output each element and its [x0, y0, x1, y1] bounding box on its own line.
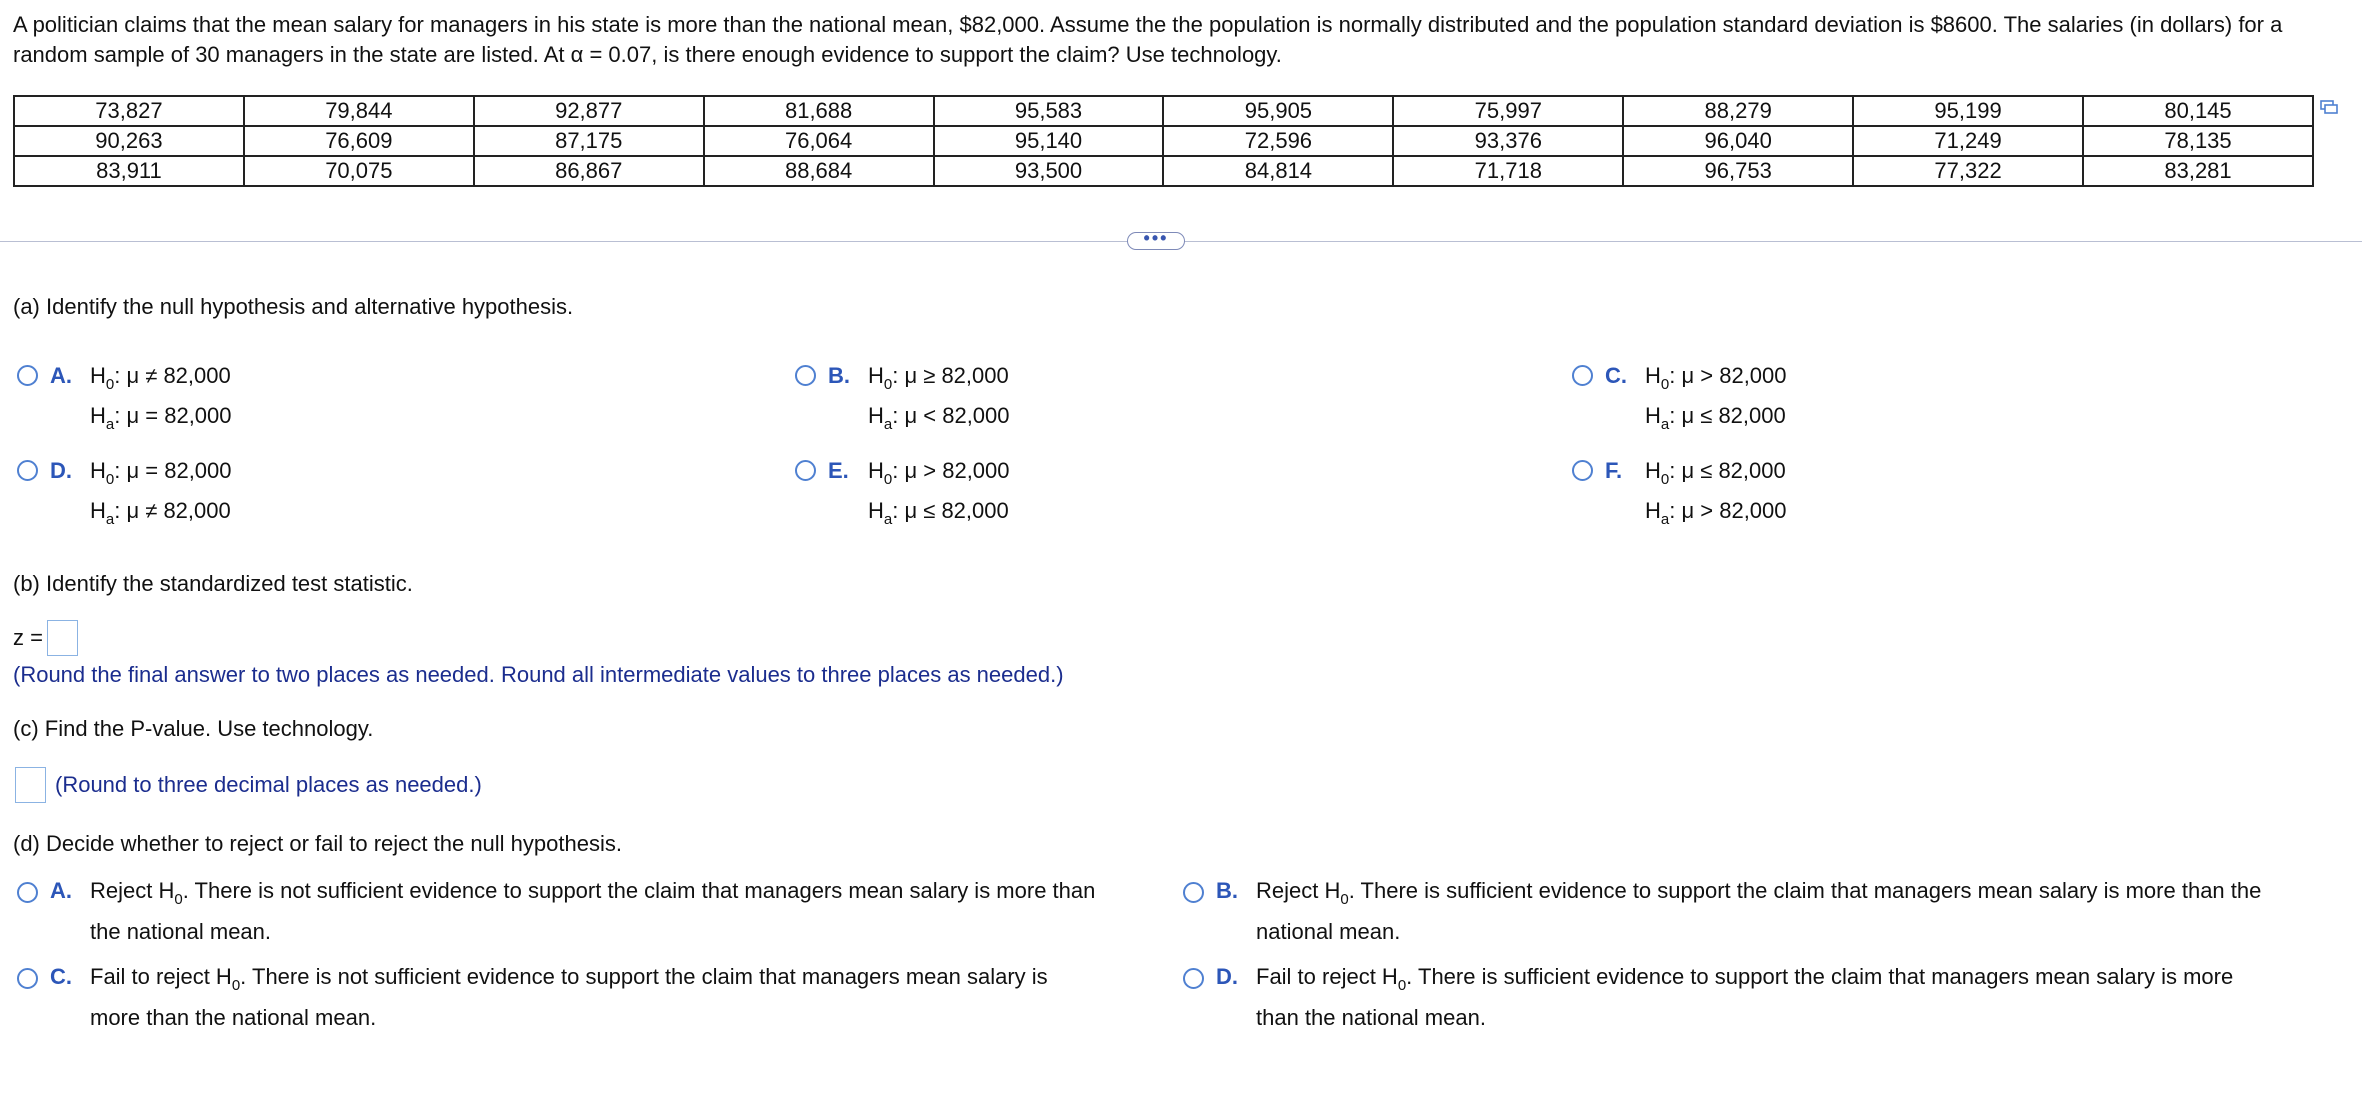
table-cell: 75,997	[1393, 96, 1623, 126]
problem-statement: A politician claims that the mean salary for managers in his state is more than the national mean, $82,000. Assume the the population is normally distributed and the population standard deviation is $8600. The salaries (in dollars) for a random sample of 30 managers in the state are listed. At α = 0.07, is there enough evidence to support the claim? Use technology.	[13, 12, 2283, 67]
table-cell: 93,500	[934, 156, 1164, 186]
table-cell: 95,140	[934, 126, 1164, 156]
hypothesis-option-d[interactable]	[17, 452, 232, 532]
decision-option-c[interactable]	[17, 958, 1182, 1037]
radio-button[interactable]	[17, 882, 38, 903]
table-cell: 73,827	[14, 96, 244, 126]
hypothesis-pair	[1645, 357, 1787, 437]
table-cell: 95,583	[934, 96, 1164, 126]
table-cell: 95,199	[1853, 96, 2083, 126]
table-cell: 76,609	[244, 126, 474, 156]
hypothesis-pair	[1645, 452, 1787, 532]
table-cell: 88,684	[704, 156, 934, 186]
part-a-question: (a) Identify the null hypothesis and alternative hypothesis.	[13, 294, 574, 319]
alt-hypothesis: $H_a$: μ ≠ 82,000	[90, 498, 231, 528]
radio-button[interactable]	[1572, 365, 1593, 386]
z-answer-row	[13, 620, 78, 656]
decision-text: Fail to reject $H_0$. There is sufficient evidence to support the claim that managers mean salary is more than the national mean.	[1256, 964, 2234, 1030]
alt-hypothesis: $H_a$: μ ≤ 82,000	[868, 498, 1009, 528]
option-letter: B.	[828, 363, 850, 388]
option-letter: D.	[50, 458, 72, 483]
table-row	[14, 96, 2313, 126]
radio-button[interactable]	[795, 460, 816, 481]
decision-text: Fail to reject $H_0$. There is not sufficient evidence to support the claim that managers mean salary is more than the national mean.	[90, 964, 1048, 1030]
option-letter: A.	[50, 363, 72, 388]
table-cell: 87,175	[474, 126, 704, 156]
option-letter: C.	[50, 964, 72, 989]
null-hypothesis: $H_0$: μ ≤ 82,000	[1645, 458, 1786, 488]
table-cell: 80,145	[2083, 96, 2313, 126]
null-hypothesis: $H_0$: μ > 82,000	[868, 458, 1010, 488]
radio-button[interactable]	[17, 365, 38, 386]
table-cell: 95,905	[1163, 96, 1393, 126]
option-letter: E.	[828, 458, 849, 483]
part-b-hint: (Round the final answer to two places as needed. Round all intermediate values to three places as needed.)	[13, 662, 1064, 687]
part-c-question: (c) Find the P-value. Use technology.	[13, 716, 374, 741]
option-letter: B.	[1216, 878, 1238, 903]
table-row	[14, 156, 2313, 186]
null-hypothesis: $H_0$: μ > 82,000	[1645, 363, 1787, 393]
z-input[interactable]	[47, 620, 78, 656]
radio-button[interactable]	[1183, 968, 1204, 989]
radio-button[interactable]	[17, 968, 38, 989]
null-hypothesis: $H_0$: μ = 82,000	[90, 458, 232, 488]
part-d-question: (d) Decide whether to reject or fail to reject the null hypothesis.	[13, 831, 622, 856]
option-letter: A.	[50, 878, 72, 903]
alt-hypothesis: $H_a$: μ = 82,000	[90, 403, 232, 433]
table-cell: 83,281	[2083, 156, 2313, 186]
table-cell: 84,814	[1163, 156, 1393, 186]
table-row	[14, 126, 2313, 156]
decision-text: Reject $H_0$. There is sufficient evidence to support the claim that managers mean salary is more than the national mean.	[1256, 878, 2262, 944]
radio-button[interactable]	[17, 460, 38, 481]
table-cell: 78,135	[2083, 126, 2313, 156]
z-label: z =	[13, 625, 43, 650]
table-cell: 71,718	[1393, 156, 1623, 186]
table-cell: 96,040	[1623, 126, 1853, 156]
hypothesis-pair	[868, 452, 1010, 532]
table-cell: 77,322	[1853, 156, 2083, 186]
table-cell: 81,688	[704, 96, 934, 126]
radio-button[interactable]	[795, 365, 816, 386]
table-cell: 96,753	[1623, 156, 1853, 186]
decision-option-b[interactable]	[1183, 872, 2348, 951]
part-c-hint: (Round to three decimal places as needed.)	[55, 772, 482, 797]
alt-hypothesis: $H_a$: μ > 82,000	[1645, 498, 1787, 528]
part-b-question: (b) Identify the standardized test statistic.	[13, 571, 413, 596]
option-letter: D.	[1216, 964, 1238, 989]
decision-option-d[interactable]	[1183, 958, 2348, 1037]
table-cell: 92,877	[474, 96, 704, 126]
alt-hypothesis: $H_a$: μ ≤ 82,000	[1645, 403, 1786, 433]
null-hypothesis: $H_0$: μ ≠ 82,000	[90, 363, 231, 393]
copy-table-icon[interactable]	[2320, 100, 2338, 114]
radio-button[interactable]	[1183, 882, 1204, 903]
table-cell: 70,075	[244, 156, 474, 186]
alt-hypothesis: $H_a$: μ < 82,000	[868, 403, 1010, 433]
hypothesis-option-c[interactable]	[1572, 357, 1787, 437]
option-letter: C.	[1605, 363, 1627, 388]
hypothesis-pair	[868, 357, 1010, 437]
radio-button[interactable]	[1572, 460, 1593, 481]
table-cell: 79,844	[244, 96, 474, 126]
null-hypothesis: $H_0$: μ ≥ 82,000	[868, 363, 1009, 393]
table-cell: 72,596	[1163, 126, 1393, 156]
hypothesis-option-e[interactable]	[795, 452, 1010, 532]
table-cell: 93,376	[1393, 126, 1623, 156]
table-cell: 90,263	[14, 126, 244, 156]
hypothesis-option-b[interactable]	[795, 357, 1010, 437]
hypothesis-option-a[interactable]	[17, 357, 232, 437]
decision-text: Reject $H_0$. There is not sufficient evidence to support the claim that managers mean salary is more than the national mean.	[90, 878, 1096, 944]
table-cell: 83,911	[14, 156, 244, 186]
option-letter: F.	[1605, 458, 1623, 483]
hypothesis-pair	[90, 357, 232, 437]
expand-more-button[interactable]: •••	[1127, 232, 1185, 250]
hypothesis-pair	[90, 452, 232, 532]
salary-data-table	[13, 95, 2314, 187]
table-cell: 86,867	[474, 156, 704, 186]
p-value-answer-row	[15, 767, 482, 803]
decision-option-a[interactable]	[17, 872, 1182, 951]
table-cell: 76,064	[704, 126, 934, 156]
p-value-input[interactable]	[15, 767, 46, 803]
table-cell: 71,249	[1853, 126, 2083, 156]
hypothesis-option-f[interactable]	[1572, 452, 1787, 532]
table-cell: 88,279	[1623, 96, 1853, 126]
